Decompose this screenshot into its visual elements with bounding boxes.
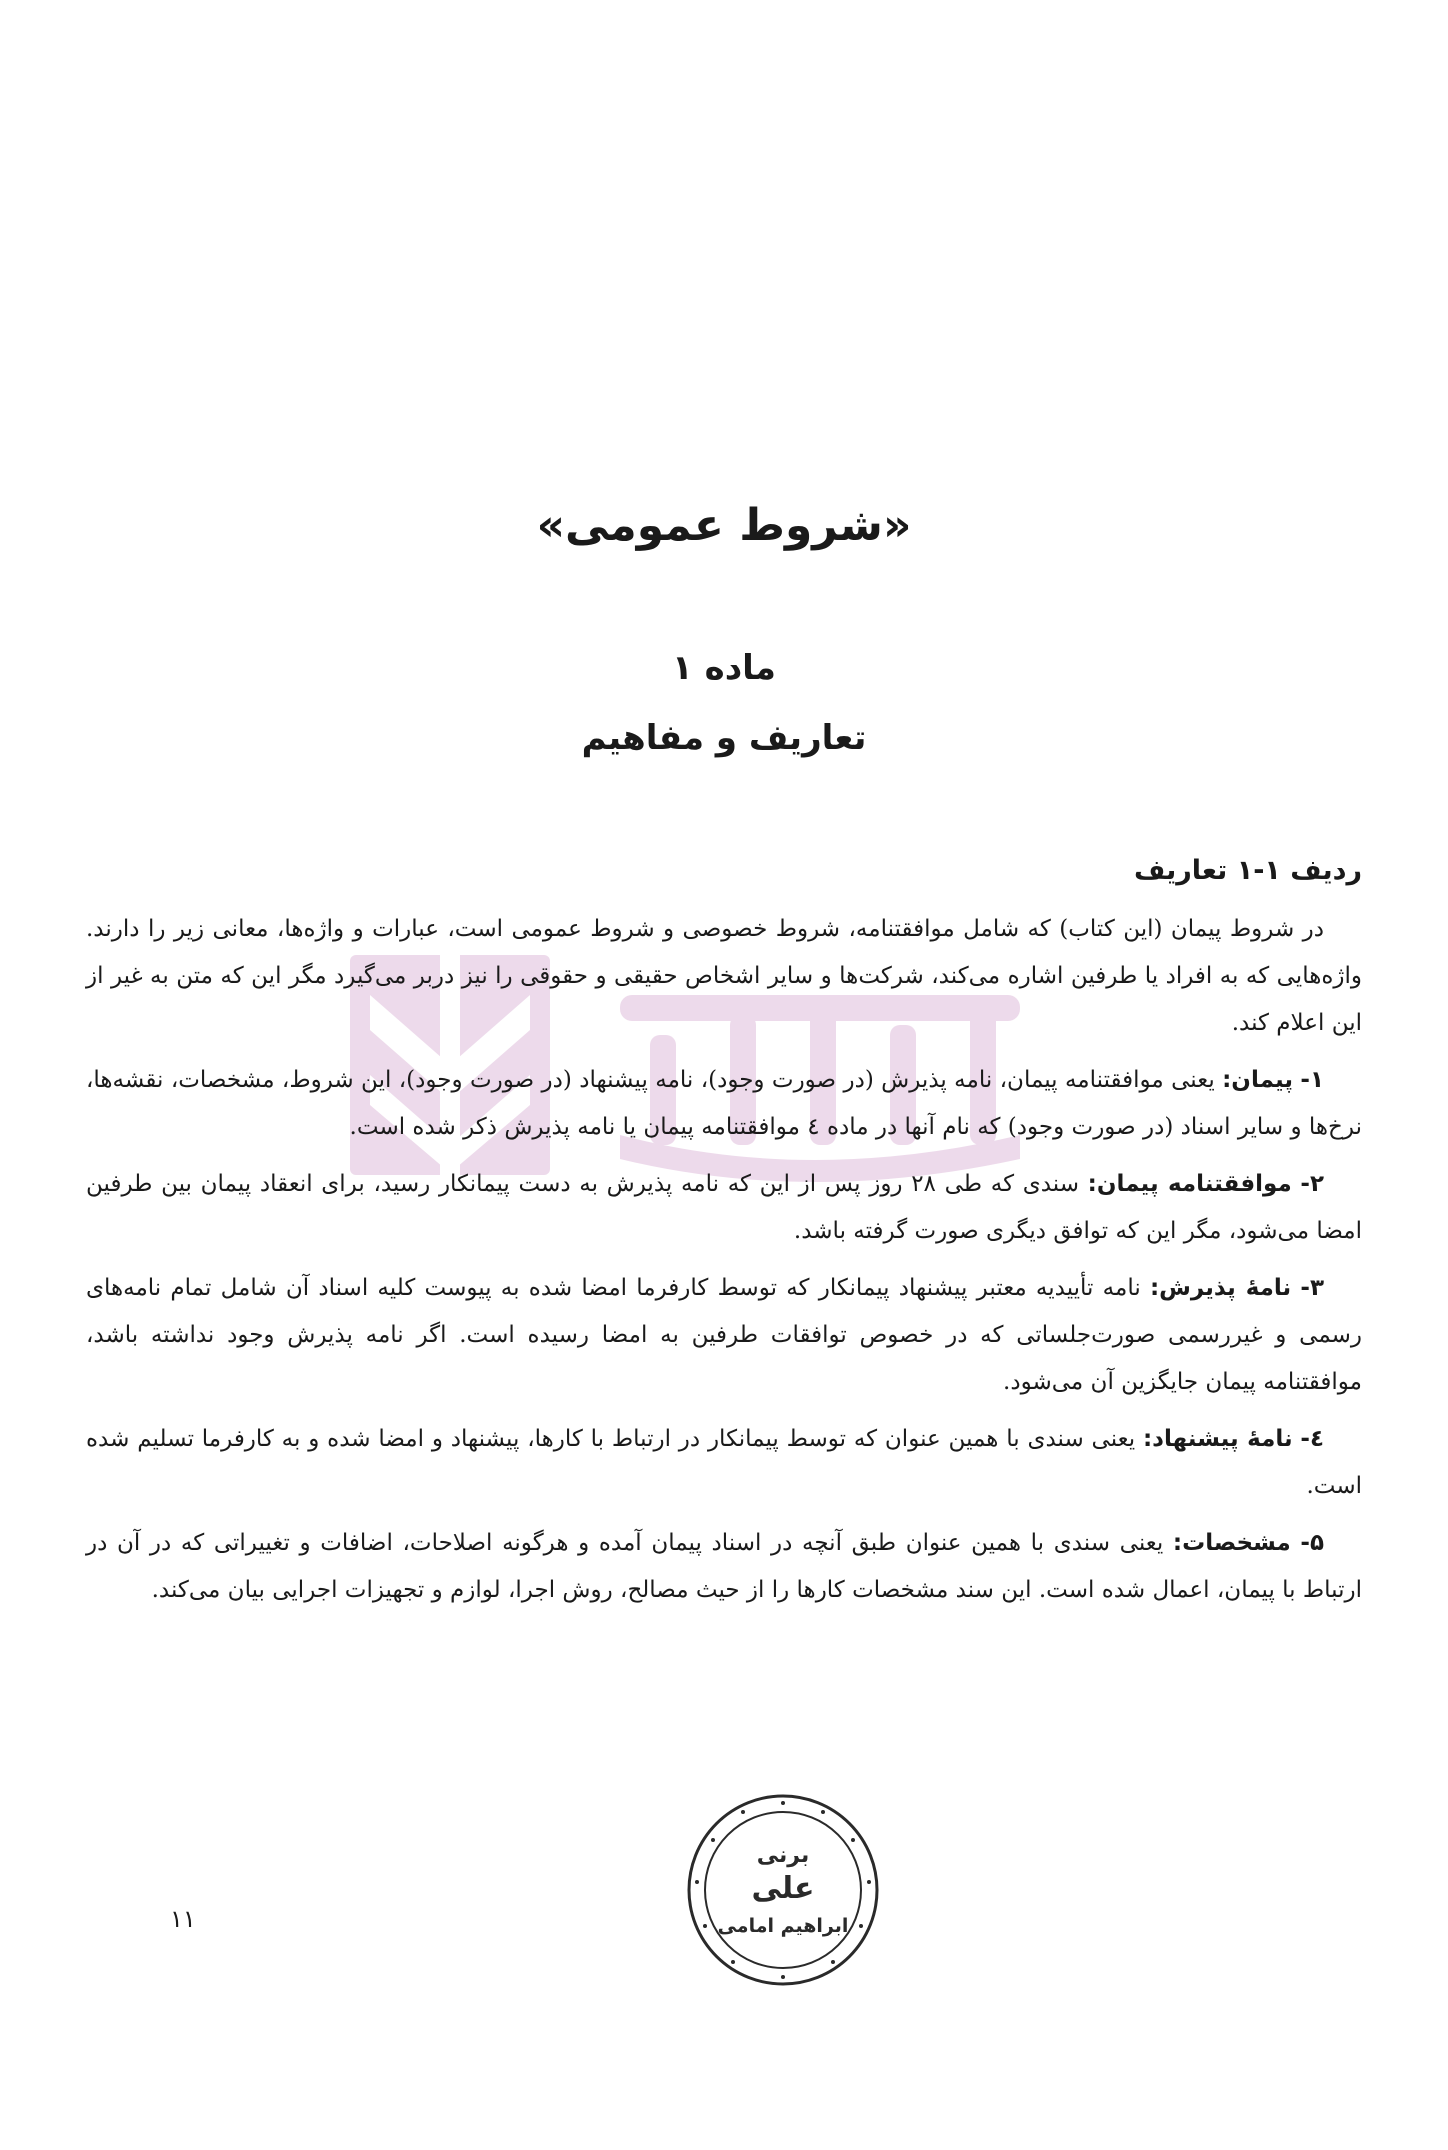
definition-term: نامهٔ پذیرش: xyxy=(1149,1275,1292,1301)
definition-number: ۵- xyxy=(1300,1530,1325,1556)
body-content xyxy=(86,855,1362,1624)
section-heading: ردیف ۱-۱ تعاریف xyxy=(1133,855,1362,886)
stamp-text-top: برنی xyxy=(756,1843,810,1868)
page-number: ۱۱ xyxy=(170,1905,196,1933)
article-title: تعاریف و مفاهیم xyxy=(581,718,867,758)
definition-text: یعنی سندی با همین عنوان طبق آنچه در اسناد پیمان آمده و هرگونه اصلاحات، اضافات و تغییراتی که در آن در ارتباط با پیمان، اعمال شده است. این سند مشخصات کارها را از حیث مصالح، روش اجرا، لوازم و تجهیزات اجرایی بیان می‌کند. xyxy=(86,1530,1362,1603)
definition-text: یعنی سندی با همین عنوان که توسط پیمانکار در ارتباط با کارها، پیشنهاد و امضا شده و به کارفرما تسلیم شده است. xyxy=(86,1426,1362,1499)
stamp-text-bottom: ابراهیم امامی xyxy=(717,1915,849,1937)
definition-item xyxy=(86,1161,1362,1255)
stamp-text-mid: علی xyxy=(751,1871,815,1906)
definition-item xyxy=(86,1416,1362,1510)
definition-term: پیمان: xyxy=(1222,1067,1294,1093)
definition-text: نامه تأییدیه معتبر پیشنهاد پیمانکار که توسط کارفرما امضا شده به پیوست کلیه اسناد آن شامل تمام نامه‌های رسمی و غیررسمی صورت‌جلساتی که در خصوص توافقات طرفین به امضا رسیده است. اگر نامه پذیرش وجود نداشته باشد، موافقتنامه پیمان جایگزین آن می‌شود. xyxy=(86,1275,1362,1395)
definition-item xyxy=(86,1057,1362,1151)
definition-number: ۳- xyxy=(1300,1275,1324,1301)
ink-stamp-seal xyxy=(683,1790,883,1990)
article-number: ماده ۱ xyxy=(672,648,776,688)
definition-number: ۲- xyxy=(1300,1171,1324,1197)
definition-text: سندی که طی ۲۸ روز پس از این که نامه پذیرش به دست پیمانکار رسید، برای انعقاد پیمان بین طرفین امضا می‌شود، مگر این که توافق دیگری صورت گرفته باشد. xyxy=(86,1171,1362,1244)
intro-paragraph: در شروط پیمان (این کتاب) که شامل موافقتنامه، شروط خصوصی و شروط عمومی است، عبارات و واژه‌ها، معانی زیر را دارند. واژه‌هایی که به افراد یا طرفین اشاره می‌کند، شرکت‌ها و سایر اشخاص حقیقی و حقوقی را نیز دربر می‌گیرد مگر این که متن به غیر از این اعلام کند. xyxy=(86,916,1362,1036)
definition-term: نامهٔ پیشنهاد: xyxy=(1142,1426,1293,1452)
definition-text: یعنی موافقتنامه پیمان، نامه پذیرش (در صورت وجود)، نامه پیشنهاد (در صورت وجود)، این شروط، مشخصات، نقشه‌ها، نرخ‌ها و سایر اسناد (در صورت وجود) که نام آنها در ماده ٤ موافقتنامه پیمان یا نامه پذیرش ذکر شده است. xyxy=(86,1067,1362,1140)
definition-item xyxy=(86,1520,1362,1614)
definition-item xyxy=(86,1265,1362,1406)
definition-number: ٤- xyxy=(1300,1426,1324,1452)
main-title: «شروط عمومی» xyxy=(536,500,912,551)
definition-number: ۱- xyxy=(1300,1067,1325,1093)
definition-term: مشخصات: xyxy=(1172,1530,1291,1556)
definition-term: موافقتنامه پیمان: xyxy=(1087,1171,1292,1197)
